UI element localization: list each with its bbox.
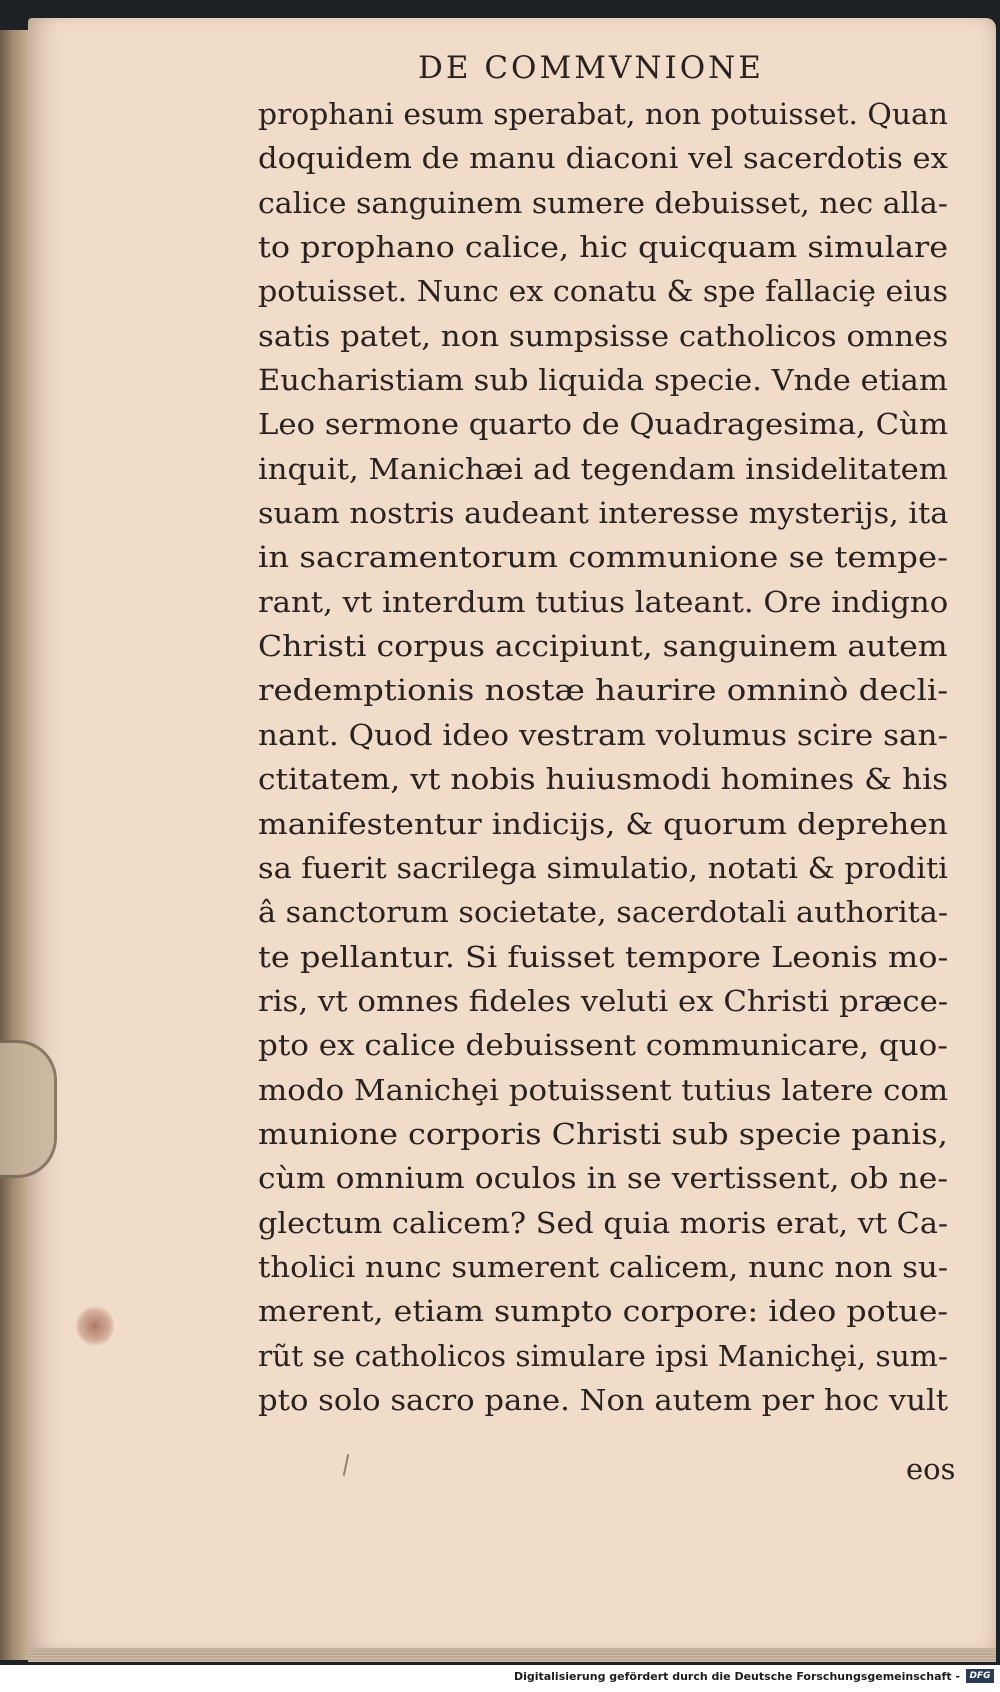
dfg-logo: DFG [966,1669,994,1683]
text-line: nant. Quod ideo vestram volumus scire san- [258,717,948,752]
text-line: â sanctorum societate, sacerdotali authorita- [258,895,949,930]
text-line: pto ex calice debuissent communicare, quo- [258,1028,948,1063]
text-line: calice sanguinem sumere debuisset, nec alla- [258,185,948,220]
running-head: DE COMMVNIONE [418,50,764,86]
text-line: cùm omnium oculos in se vertissent, ob ne- [258,1161,948,1196]
body-text [258,92,978,1422]
text-line: in sacramentorum communione se tempe- [258,540,949,575]
text-line: Eucharistiam sub liquida specie. Vnde etiam [258,363,948,398]
funding-credit: Digitalisierung gefördert durch die Deutsche Forschungsgemeinschaft - [513,1670,960,1683]
text-line: manifestentur indicijs, & quorum deprehen [258,806,948,841]
text-line: suam nostris audeant interesse mysterijs, ita [258,496,949,531]
ink-stain [76,1306,114,1346]
footer-bar [0,1665,1000,1692]
book-clasp [0,1040,57,1178]
text-line: Christi corpus accipiunt, sanguinem autem [258,629,948,664]
text-line: tholici nunc sumerent calicem, nunc non su- [258,1249,949,1284]
text-line: doquidem de manu diaconi vel sacerdotis ex [258,141,948,176]
text-line: glectum calicem? Sed quia moris erat, vt Ca- [258,1205,949,1240]
text-line: potuisset. Nunc ex conatu & spe fallaciȩ eius [258,274,948,309]
text-line: munione corporis Christi sub specie panis, [258,1116,948,1151]
text-line: merent, etiam sumpto corpore: ideo potue- [258,1294,949,1329]
text-line: redemptionis nostæ haurire omninò decli- [258,673,949,708]
text-line: ctitatem, vt nobis huiusmodi homines & his [258,762,949,797]
text-line: Leo sermone quarto de Quadragesima, Cùm [258,407,949,442]
page-stack-edge [28,1648,996,1662]
text-line: satis patet, non sumpsisse catholicos omnes [258,318,949,353]
text-line: ris, vt omnes fideles veluti ex Christi præce- [258,983,949,1018]
text-line: pto solo sacro pane. Non autem per hoc vult [258,1382,949,1417]
text-line: te pellantur. Si fuisset tempore Leonis mo- [258,939,949,974]
text-line: to prophano calice, hic quicquam simulare [258,230,949,265]
text-line: prophani esum sperabat, non potuisset. Quan [258,97,948,131]
catchword: eos [906,1452,956,1486]
text-line: rũt se catholicos simulare ipsi Manichȩi, sum- [258,1338,948,1373]
text-line: rant, vt interdum tutius lateant. Ore indigno [258,584,949,619]
text-line: sa fuerit sacrilega simulatio, notati & proditi [258,850,948,885]
text-line: inquit, Manichæi ad tegendam insidelitatem [258,451,948,486]
text-line: modo Manichȩi potuissent tutius latere com [258,1072,949,1107]
